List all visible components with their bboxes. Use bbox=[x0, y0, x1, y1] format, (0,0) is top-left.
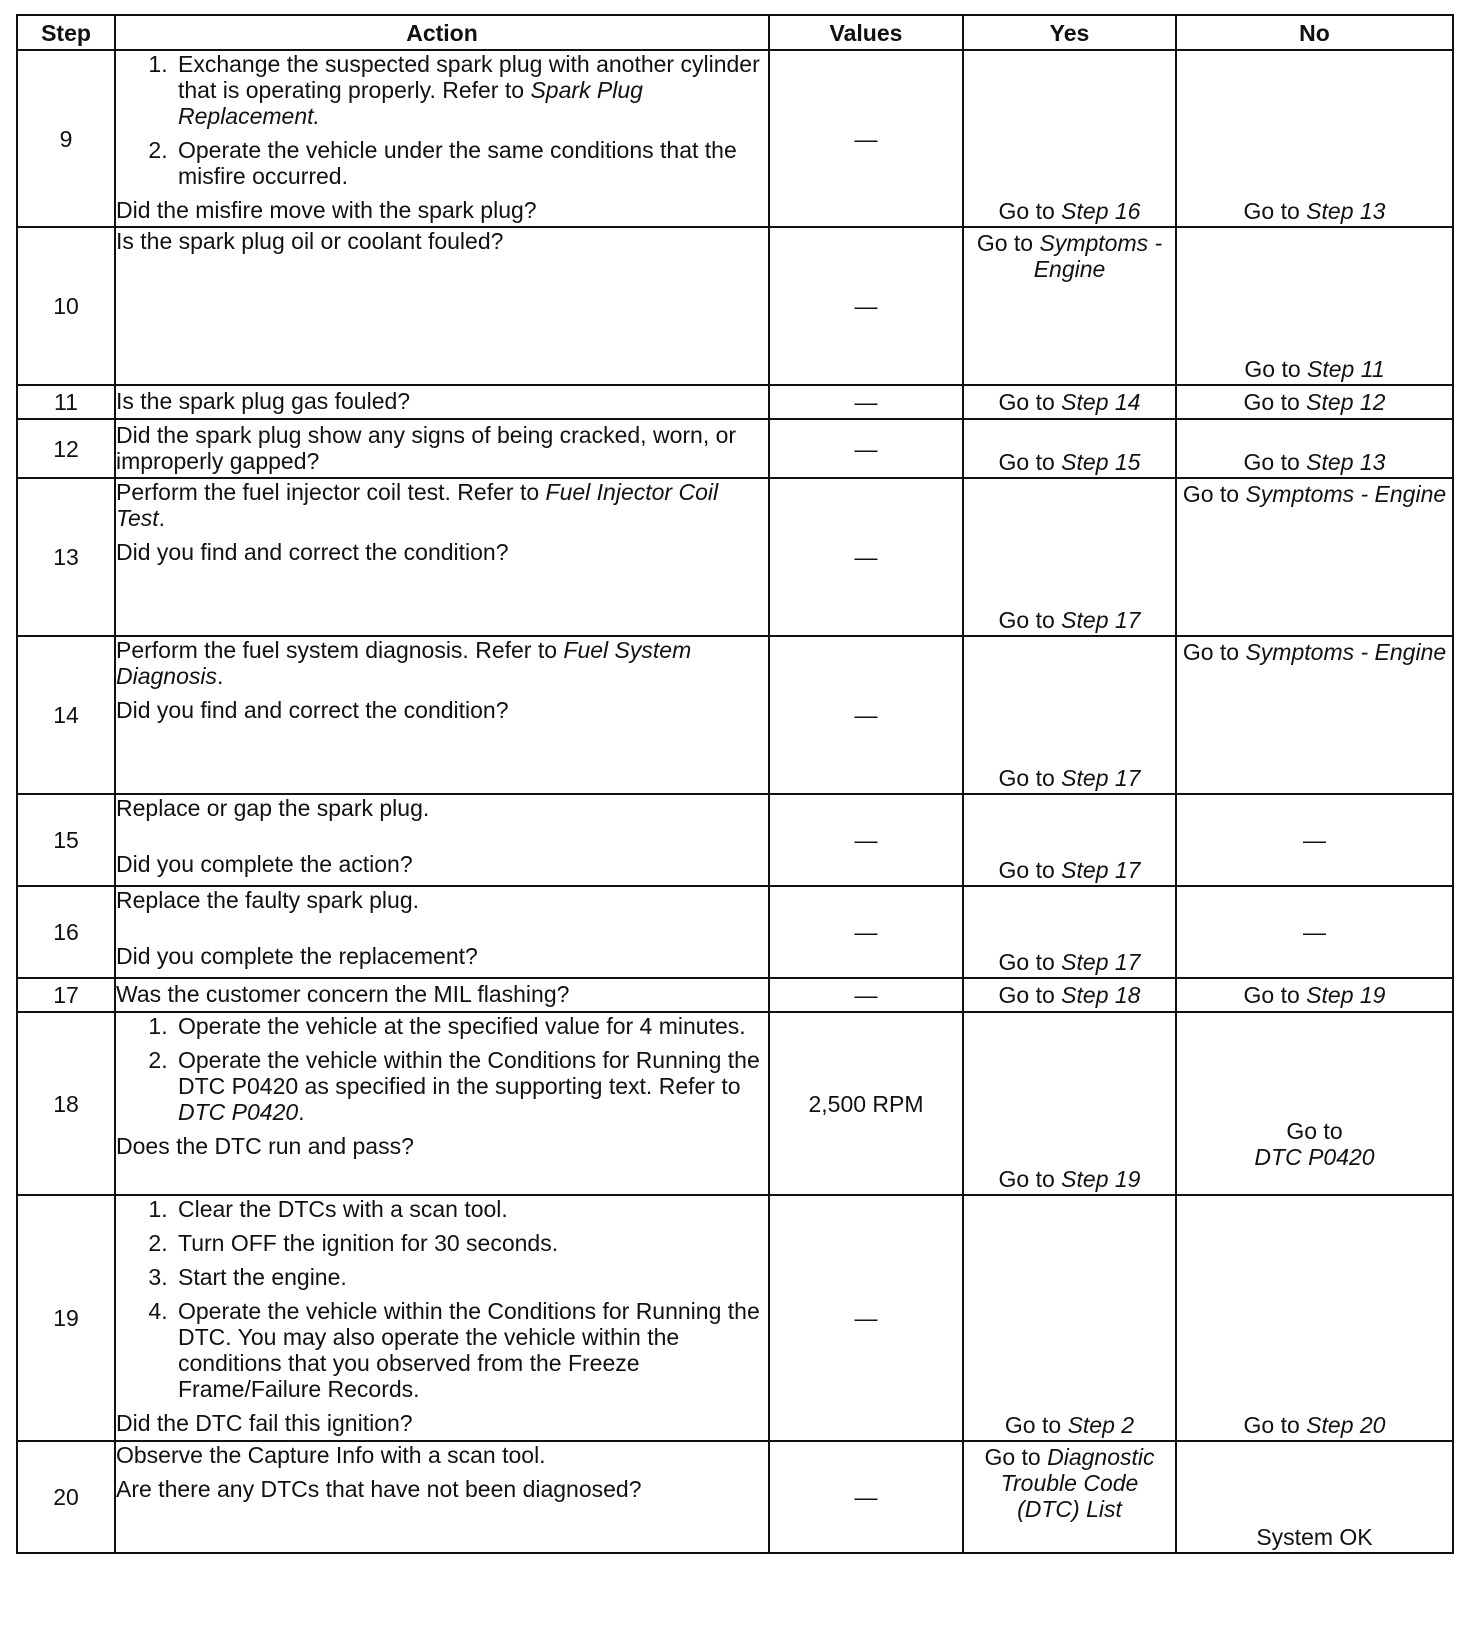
step-number: 19 bbox=[17, 1195, 115, 1441]
step-number: 9 bbox=[17, 50, 115, 227]
action-text: Start the engine. bbox=[178, 1264, 347, 1290]
go-to-label: Go to bbox=[1182, 481, 1240, 507]
yes-cell bbox=[963, 227, 1176, 385]
table-row-step-18 bbox=[17, 1012, 1453, 1195]
step-number: 12 bbox=[17, 419, 115, 478]
empty-value: — bbox=[854, 293, 878, 319]
step-number: 10 bbox=[17, 227, 115, 385]
no-link[interactable]: DTC P0420 bbox=[1254, 1144, 1375, 1170]
step-number: 18 bbox=[17, 1012, 115, 1195]
action-question: Was the customer concern the MIL flashing? bbox=[116, 981, 570, 1007]
action-text: Turn OFF the ignition for 30 seconds. bbox=[178, 1230, 559, 1256]
go-to-label: Go to bbox=[1243, 1412, 1300, 1438]
step-number: 15 bbox=[17, 794, 115, 886]
go-to-label: Go to bbox=[998, 389, 1055, 415]
go-to-label: Go to bbox=[976, 230, 1034, 256]
no-cell bbox=[1176, 636, 1453, 794]
table-row-step-19 bbox=[17, 1195, 1453, 1441]
action-question: Did the spark plug show any signs of being cracked, worn, or improperly gapped? bbox=[116, 422, 737, 474]
action-text: Operate the vehicle within the Conditions for Running the DTC. You may also operate the vehicle within the conditions that you observed from the Freeze Frame/Failure Records. bbox=[178, 1298, 760, 1402]
action-instruction: Perform the fuel injector coil test. Refer to bbox=[116, 479, 546, 505]
values-cell bbox=[769, 636, 963, 794]
action-step bbox=[174, 51, 768, 129]
yes-link[interactable]: Step 17 bbox=[1061, 607, 1141, 633]
yes-link[interactable]: Step 15 bbox=[1061, 449, 1141, 475]
action-question: Did the DTC fail this ignition? bbox=[116, 1410, 413, 1436]
empty-value: — bbox=[854, 544, 878, 570]
go-to-label: Go to bbox=[998, 765, 1055, 791]
go-to-label: Go to bbox=[1244, 356, 1301, 382]
header-step: Step bbox=[17, 15, 115, 50]
table-row-step-13 bbox=[17, 478, 1453, 636]
values-cell bbox=[769, 1441, 963, 1553]
yes-link[interactable]: Step 2 bbox=[1067, 1412, 1135, 1438]
empty-value: — bbox=[854, 1305, 878, 1331]
action-step bbox=[174, 1298, 768, 1402]
go-to-label: Go to bbox=[1286, 1118, 1343, 1144]
action-question: Are there any DTCs that have not been diagnosed? bbox=[116, 1476, 642, 1502]
yes-link[interactable]: Symptoms - Engine bbox=[1033, 230, 1163, 282]
action-step: 2. Operate the vehicle within the Conditions for Running the DTC P0420 as specified in the supporting text. Refer to DTC P0420. bbox=[174, 1047, 768, 1125]
header-no: No bbox=[1176, 15, 1453, 50]
yes-cell bbox=[963, 1012, 1176, 1195]
procedure-link[interactable]: Fuel System Diagnosis bbox=[116, 637, 692, 689]
no-cell bbox=[1176, 1441, 1453, 1553]
action-instruction: Observe the Capture Info with a scan tool. bbox=[116, 1442, 546, 1468]
step-number: 13 bbox=[17, 478, 115, 636]
yes-cell bbox=[963, 478, 1176, 636]
no-cell bbox=[1176, 978, 1453, 1012]
yes-cell bbox=[963, 419, 1176, 478]
procedure-link[interactable]: Fuel Injector Coil Test bbox=[116, 479, 719, 531]
yes-link[interactable]: Step 16 bbox=[1061, 198, 1141, 224]
action-cell bbox=[115, 794, 769, 886]
empty-value: — bbox=[854, 702, 878, 728]
go-to-label: Go to bbox=[1243, 389, 1300, 415]
rpm-value: 2,500 RPM bbox=[808, 1090, 924, 1117]
action-steps bbox=[116, 1013, 768, 1133]
table-row-step-11 bbox=[17, 385, 1453, 419]
go-to-label: Go to bbox=[1243, 198, 1300, 224]
yes-link[interactable]: Step 18 bbox=[1061, 982, 1141, 1008]
action-step bbox=[174, 1013, 768, 1039]
action-step bbox=[174, 1196, 768, 1222]
table-row-step-9 bbox=[17, 50, 1453, 227]
go-to-label: Go to bbox=[998, 198, 1055, 224]
go-to-label: Go to bbox=[998, 449, 1055, 475]
table-row-step-20 bbox=[17, 1441, 1453, 1553]
action-cell bbox=[115, 419, 769, 478]
empty-value: — bbox=[854, 919, 878, 945]
procedure-link[interactable]: Spark Plug Replacement. bbox=[178, 77, 643, 129]
action-steps bbox=[116, 51, 768, 197]
action-question: Did you find and correct the condition? bbox=[116, 697, 509, 723]
go-to-label: Go to bbox=[998, 1166, 1055, 1192]
yes-cell bbox=[963, 886, 1176, 978]
step-number: 14 bbox=[17, 636, 115, 794]
yes-cell bbox=[963, 1195, 1176, 1441]
action-question: Did you find and correct the condition? bbox=[116, 539, 509, 565]
no-link[interactable]: Step 12 bbox=[1306, 389, 1386, 415]
yes-link[interactable]: Diagnostic Trouble Code (DTC) List bbox=[1000, 1444, 1155, 1522]
table-row-step-17 bbox=[17, 978, 1453, 1012]
procedure-link[interactable]: DTC P0420 bbox=[178, 1099, 299, 1125]
no-link[interactable]: Step 13 bbox=[1306, 198, 1386, 224]
no-link[interactable]: Symptoms - Engine bbox=[1245, 639, 1447, 665]
action-question: Did you complete the action? bbox=[116, 851, 413, 877]
action-cell bbox=[115, 50, 769, 227]
action-question: Did you complete the replacement? bbox=[116, 943, 478, 969]
no-link[interactable]: Step 13 bbox=[1306, 449, 1386, 475]
empty-value: — bbox=[854, 435, 878, 462]
values-cell bbox=[769, 794, 963, 886]
action-instruction: Replace the faulty spark plug. bbox=[116, 887, 420, 913]
step-number: 20 bbox=[17, 1441, 115, 1553]
yes-cell bbox=[963, 978, 1176, 1012]
empty-value: — bbox=[854, 1484, 878, 1510]
yes-cell bbox=[963, 50, 1176, 227]
header-values: Values bbox=[769, 15, 963, 50]
no-cell bbox=[1176, 227, 1453, 385]
action-cell bbox=[115, 886, 769, 978]
go-to-label: Go to bbox=[1182, 639, 1240, 665]
step-number: 16 bbox=[17, 886, 115, 978]
no-cell bbox=[1176, 1195, 1453, 1441]
step-number: 17 bbox=[17, 978, 115, 1012]
action-text: Operate the vehicle at the specified value for 4 minutes. bbox=[178, 1013, 746, 1039]
go-to-label: Go to bbox=[1243, 982, 1300, 1008]
go-to-label: Go to bbox=[998, 857, 1055, 883]
no-link[interactable]: Step 19 bbox=[1306, 982, 1386, 1008]
yes-cell bbox=[963, 794, 1176, 886]
go-to-label: Go to bbox=[984, 1444, 1041, 1470]
no-cell bbox=[1176, 886, 1453, 978]
no-cell bbox=[1176, 50, 1453, 227]
action-cell bbox=[115, 1441, 769, 1553]
action-cell bbox=[115, 978, 769, 1012]
action-question: Does the DTC run and pass? bbox=[116, 1133, 414, 1159]
empty-value: — bbox=[854, 389, 878, 415]
no-cell bbox=[1176, 1012, 1453, 1195]
header-yes: Yes bbox=[963, 15, 1176, 50]
header-row bbox=[17, 15, 1453, 50]
empty-value: — bbox=[1303, 827, 1326, 853]
action-cell bbox=[115, 385, 769, 419]
action-question: Did the misfire move with the spark plug? bbox=[116, 197, 537, 223]
yes-cell bbox=[963, 636, 1176, 794]
yes-link[interactable]: Step 17 bbox=[1061, 949, 1141, 975]
values-cell bbox=[769, 1195, 963, 1441]
action-cell bbox=[115, 227, 769, 385]
values-cell bbox=[769, 227, 963, 385]
no-cell bbox=[1176, 478, 1453, 636]
table-row-step-15 bbox=[17, 794, 1453, 886]
no-cell bbox=[1176, 794, 1453, 886]
go-to-label: Go to bbox=[1243, 449, 1300, 475]
no-cell bbox=[1176, 419, 1453, 478]
action-step bbox=[174, 1230, 768, 1256]
go-to-label: Go to bbox=[998, 949, 1055, 975]
go-to-label: Go to bbox=[998, 607, 1055, 633]
table-row-step-16 bbox=[17, 886, 1453, 978]
action-text: Exchange the suspected spark plug with another cylinder that is operating properly. Refer to bbox=[178, 51, 760, 103]
action-step bbox=[174, 137, 768, 189]
yes-cell bbox=[963, 1441, 1176, 1553]
values-cell bbox=[769, 886, 963, 978]
action-text: Perform the fuel injector coil test. Refer to Fuel Injector Coil Test. bbox=[116, 479, 719, 531]
table-row-step-10 bbox=[17, 227, 1453, 385]
yes-link[interactable]: Step 17 bbox=[1061, 857, 1141, 883]
yes-link[interactable]: Step 17 bbox=[1061, 765, 1141, 791]
yes-link[interactable]: Step 19 bbox=[1061, 1166, 1141, 1192]
go-to-label: Go to bbox=[998, 982, 1055, 1008]
action-instruction: Perform the fuel system diagnosis. Refer to bbox=[116, 637, 564, 663]
action-question: Is the spark plug gas fouled? bbox=[116, 388, 411, 414]
action-step bbox=[174, 1264, 768, 1290]
action-text: Clear the DTCs with a scan tool. bbox=[178, 1196, 508, 1222]
values-cell bbox=[769, 1012, 963, 1195]
system-ok-text: System OK bbox=[1256, 1524, 1373, 1550]
go-to-label: Go to bbox=[1004, 1412, 1062, 1438]
yes-link[interactable]: Step 14 bbox=[1061, 389, 1141, 415]
values-cell bbox=[769, 478, 963, 636]
action-text: Operate the vehicle under the same conditions that the misfire occurred. bbox=[178, 137, 737, 189]
action-cell bbox=[115, 636, 769, 794]
header-action: Action bbox=[115, 15, 769, 50]
no-cell bbox=[1176, 385, 1453, 419]
action-text: Operate the vehicle within the Conditions for Running the DTC P0420 as specified in the supporting text. Refer to bbox=[178, 1047, 760, 1099]
step-number: 11 bbox=[17, 385, 115, 419]
table-row-step-14 bbox=[17, 636, 1453, 794]
no-link[interactable]: Step 20 bbox=[1306, 1412, 1386, 1438]
action-cell bbox=[115, 478, 769, 636]
action-cell bbox=[115, 1195, 769, 1441]
empty-value: — bbox=[854, 125, 878, 152]
no-link[interactable]: Step 11 bbox=[1307, 356, 1385, 382]
empty-value: — bbox=[1303, 919, 1326, 945]
diagnostic-table bbox=[16, 14, 1454, 1554]
values-cell bbox=[769, 50, 963, 227]
values-cell bbox=[769, 385, 963, 419]
action-steps bbox=[116, 1196, 768, 1410]
action-instruction: Replace or gap the spark plug. bbox=[116, 795, 430, 821]
values-cell bbox=[769, 978, 963, 1012]
table-row-step-12 bbox=[17, 419, 1453, 478]
values-cell bbox=[769, 419, 963, 478]
action-cell bbox=[115, 1012, 769, 1195]
yes-cell bbox=[963, 385, 1176, 419]
action-question: Is the spark plug oil or coolant fouled? bbox=[116, 228, 504, 254]
no-link[interactable]: Symptoms - Engine bbox=[1245, 481, 1447, 507]
empty-value: — bbox=[854, 827, 878, 853]
action-text: Perform the fuel system diagnosis. Refer to Fuel System Diagnosis. bbox=[116, 637, 692, 689]
empty-value: — bbox=[854, 982, 878, 1008]
